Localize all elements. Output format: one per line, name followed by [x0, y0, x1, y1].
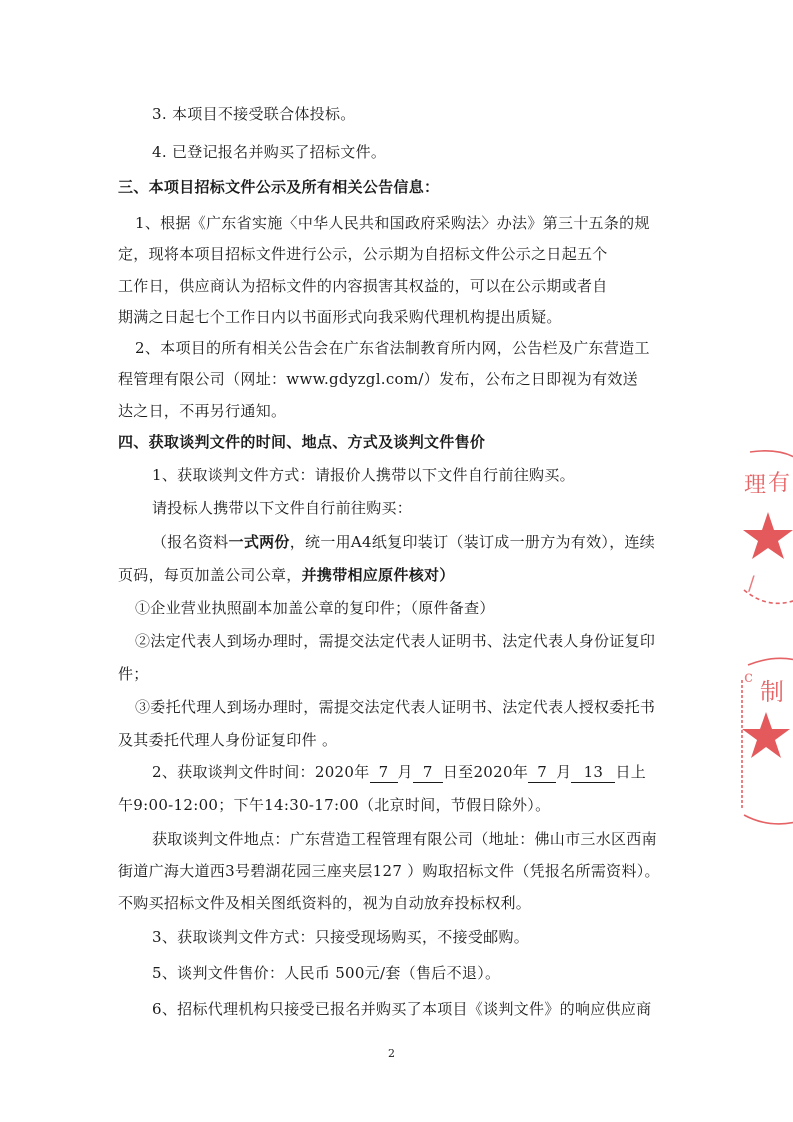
para-4-materials-line2 — [118, 565, 455, 585]
list-item-agent-line2: 及其委托代理人身份证复印件 。 — [118, 731, 338, 749]
para-3-1-line3: 工作日，供应商认为招标文件的内容损害其权益的，可以在公示期或者自 — [118, 277, 608, 295]
section-4-heading: 四、获取谈判文件的时间、地点、方式及谈判文件售价 — [118, 433, 486, 451]
list-item-legal-rep-line2: 件； — [118, 665, 149, 683]
para-3-2-line3: 达之日，不再另行通知。 — [118, 402, 287, 420]
para-4-2-time-line1 — [152, 762, 646, 783]
seal-char-2: 有 — [768, 471, 791, 496]
list-item-legal-rep-line1: ②法定代表人到场办理时，需提交法定代表人证明书、法定代表人身份证复印 — [135, 632, 656, 650]
para-4-5: 5、谈判文件售价：人民币 500元/套（售后不退）。 — [152, 964, 501, 982]
para-4-1: 1、获取谈判文件方式：请报价人携带以下文件自行前往购买。 — [152, 466, 575, 484]
para-4-location-line2: 街道广海大道西3号碧湖花园三座夹层127 ）购取招标文件（凭报名所需资料）。 — [118, 862, 660, 880]
materials-text-c: ，统一用A4纸复印装订（装订成一册方为有效），连续 — [289, 533, 656, 551]
para-3-1-line1: 1、根据《广东省实施〈中华人民共和国政府采购法〉办法》第三十五条的规 — [135, 214, 650, 232]
month-unit-2: 月 — [556, 763, 572, 781]
seal-star-icon — [743, 512, 793, 559]
para-4-location-line3: 不购买招标文件及相关图纸资料的，视为自动放弃投标权利。 — [118, 894, 532, 912]
list-item-business-license: ①企业营业执照副本加盖公章的复印件；（原件备查） — [135, 599, 495, 617]
seal-char-3: 制 — [760, 678, 784, 706]
para-4-2-time-line2: 午9:00-12:00；下午14:30-17:00（北京时间，节假日除外）。 — [118, 796, 551, 814]
materials-text-d: 页码，每页加盖公司公章， — [118, 566, 302, 584]
company-seal — [738, 450, 793, 830]
item-4-registered: 4. 已登记报名并购买了招标文件。 — [152, 143, 387, 161]
para-3-2-line1: 2、本项目的所有相关公告会在广东省法制教育所内网，公告栏及广东营造工 — [135, 339, 650, 357]
materials-text-bold-2: 并携带相应原件核对） — [301, 566, 455, 584]
materials-text-a: （报名资料 — [152, 533, 229, 551]
para-4-location-line1: 获取谈判文件地点：广东营造工程管理有限公司（地址：佛山市三水区西南 — [152, 830, 657, 848]
materials-text-bold: 一式两份 — [228, 533, 290, 551]
start-month-value: 7 — [370, 762, 398, 783]
para-4-bring-docs: 请投标人携带以下文件自行前往购买： — [152, 499, 413, 517]
para-3-1-line2: 定，现将本项目招标文件进行公示，公示期为自招标文件公示之日起五个 — [118, 245, 608, 263]
para-3-2-line2: 程管理有限公司（网址：www.gdyzgl.com/）发布，公布之日即视为有效送 — [118, 370, 638, 388]
section-3-heading: 三、本项目招标文件公示及所有相关公告信息： — [118, 178, 440, 196]
para-4-3: 3、获取谈判文件方式：只接受现场购买，不接受邮购。 — [152, 928, 530, 946]
end-month-value: 7 — [528, 762, 556, 783]
para-3-1-line4: 期满之日起七个工作日内以书面形式向我采购代理机构提出质疑。 — [118, 308, 562, 326]
item-3-no-joint-bid: 3. 本项目不接受联合体投标。 — [152, 105, 356, 123]
seal-char-1: 理 — [744, 473, 767, 498]
end-day-value: 13 — [571, 762, 615, 783]
svg-text:c: c — [744, 667, 753, 686]
list-item-agent-line1: ③委托代理人到场办理时，需提交法定代表人证明书、法定代表人授权委托书 — [135, 698, 656, 716]
time-prefix: 2、获取谈判文件时间：2020年 — [152, 763, 370, 781]
to-year-text: 日至2020年 — [442, 763, 529, 781]
svg-text:/: / — [748, 571, 755, 595]
seal-star-icon-2 — [742, 712, 790, 758]
para-4-6: 6、招标代理机构只接受已报名并购买了本项目《谈判文件》的响应供应商 — [152, 1000, 652, 1018]
para-4-materials-line1 — [152, 532, 655, 552]
time-suffix: 日上 — [615, 763, 647, 781]
month-unit: 月 — [397, 763, 413, 781]
page-number: 2 — [388, 1047, 395, 1060]
start-day-value: 7 — [413, 762, 443, 783]
